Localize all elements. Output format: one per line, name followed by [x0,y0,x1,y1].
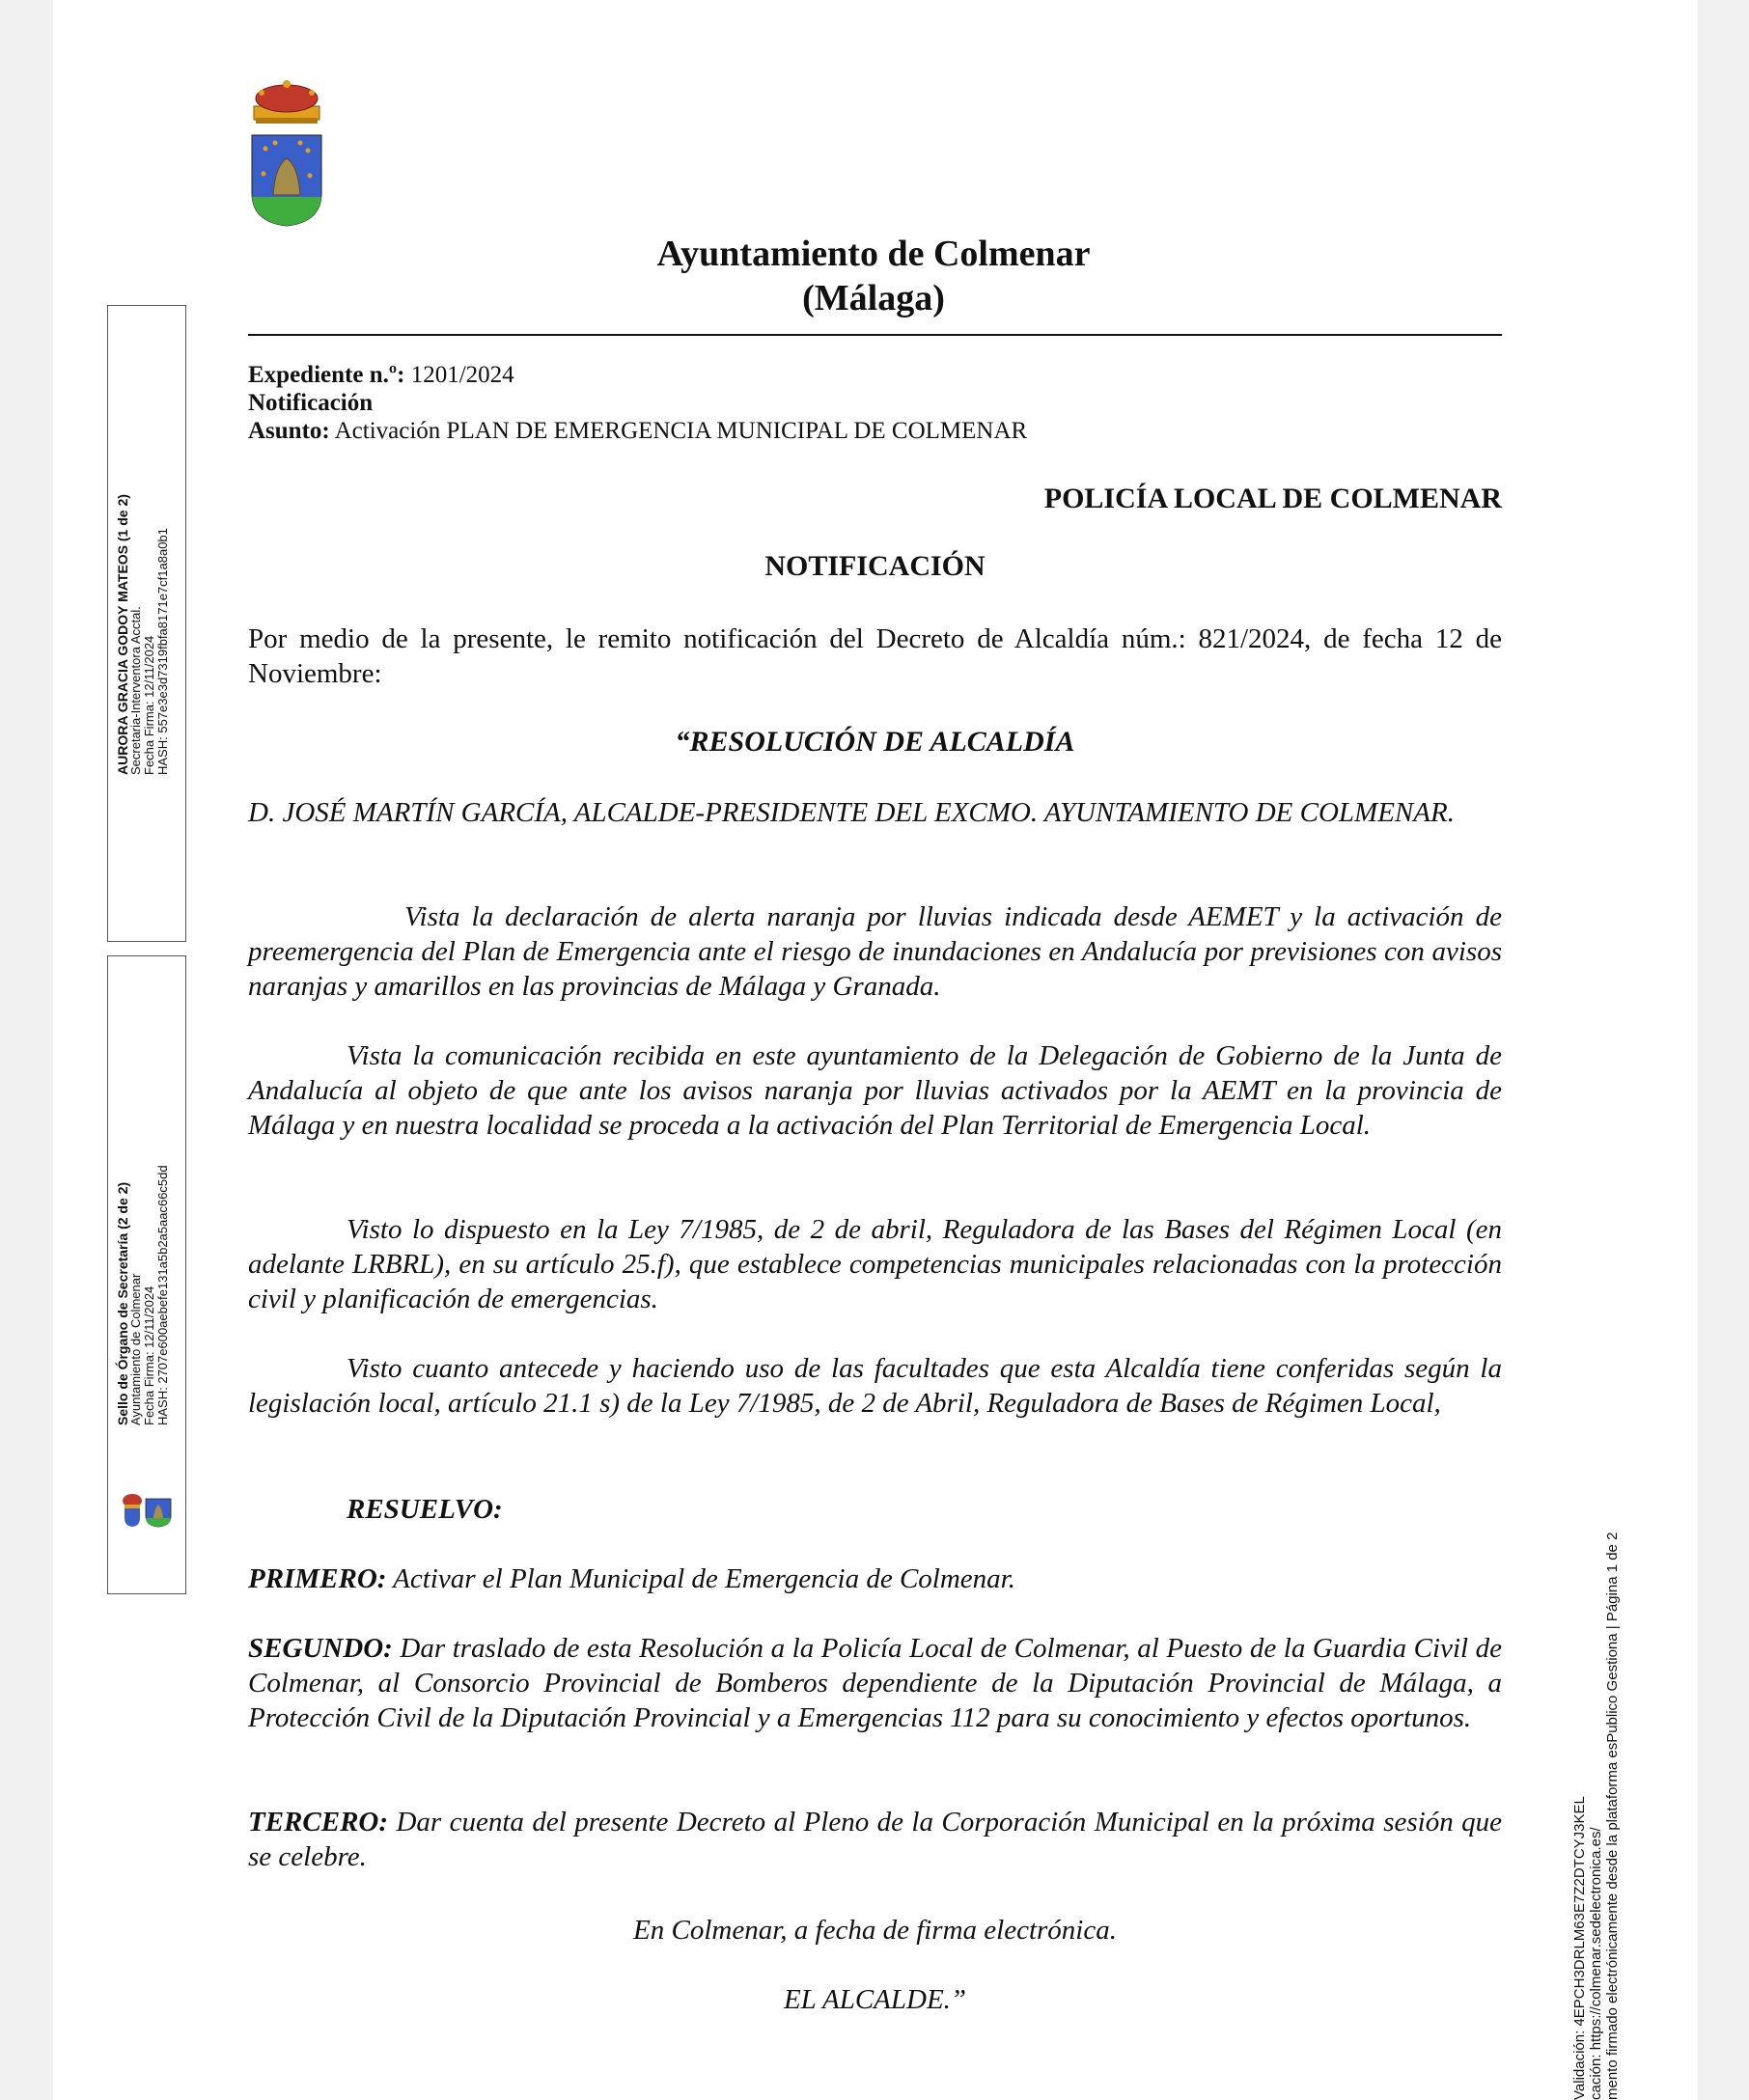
asunto-value: Activación PLAN DE EMERGENCIA MUNICIPAL DE COLMENAR [334,418,1028,444]
resolution-title: “RESOLUCIÓN DE ALCALDÍA [675,726,1075,758]
signature-1-text [116,494,170,775]
signature-2-text [116,1165,170,1425]
signature-line: EL ALCALDE.” [783,1984,967,2015]
signer-2-org: Ayuntamiento de Colmenar [128,1273,143,1425]
segundo-label: SEGUNDO: [248,1633,393,1664]
signer-2-name: Sello de Órgano de Secretaría (2 de 2) [115,1181,130,1425]
segundo-item [248,1631,1502,1735]
primero-item [248,1561,1502,1596]
signer-1-name: AURORA GRACIA GODOY MATEOS (1 de 2) [115,494,130,775]
validation-text [1571,1533,1621,2100]
paragraph-3: Visto lo dispuesto en la Ley 7/1985, de 2 de abril, Reguladora de las Bases del Régimen Local (en adelante LRBRL), en su artículo 25.f), que establece competencias municipales relacionadas con la protección civil y planificación de emergencias. [248,1214,1502,1314]
signer-2-hash: HASH: 2707e600aebefe131a5b2a5aac66c5dd [155,1165,170,1425]
validation-code: Validación: 4EPCH3DRLM63E7Z2DTCYJ3KEL [1571,1796,1588,2100]
mayor-line: D. JOSÉ MARTÍN GARCÍA, ALCALDE-PRESIDENTE DEL EXCMO. AYUNTAMIENTO DE COLMENAR. [248,797,1455,828]
municipal-crest-icon [246,79,327,232]
type-label: Notificación [248,390,374,416]
secretaria-seal-icon [119,1489,175,1528]
tercero-label: TERCERO: [248,1807,389,1838]
signer-2-date: Fecha Firma: 12/11/2024 [142,1285,156,1425]
document-title: NOTIFICACIÓN [764,550,986,582]
paragraph-2: Vista la comunicación recibida en este ayuntamiento de la Delegación de Gobierno de la Junta de Andalucía al objeto de que ante los avisos naranja por lluvias activados por la AEMT en la provincia de Málaga y en nuestra localidad se proceda a la activación del Plan Territorial de Emergencia Local. [248,1040,1502,1141]
tercero-item [248,1805,1502,1874]
tercero-text: Dar cuenta del presente Decreto al Pleno de la Corporación Municipal en la próxima sesión que se celebre. [248,1807,1503,1872]
intro-paragraph: Por medio de la presente, le remito notificación del Decreto de Alcaldía núm.: 821/2024, de fecha 12 de Noviembre: [248,623,1502,689]
primero-text: Activar el Plan Municipal de Emergencia de Colmenar. [393,1563,1015,1594]
paragraph-4: Visto cuanto antecede y haciendo uso de las facultades que esta Alcaldía tiene conferidas según la legislación local, artículo 21.1 s) de la Ley 7/1985, de 2 de Abril, Reguladora de Bases de Régimen Local, [248,1353,1502,1419]
expediente-line [248,361,514,389]
verification-url: cación: https://colmenar.sedelectronica.es/ [1588,1827,1604,2100]
recipient-heading: POLICÍA LOCAL DE COLMENAR [1043,483,1502,514]
province-title: (Málaga) [802,278,945,318]
resuelvo-label: RESUELVO: [347,1494,503,1525]
expediente-label: Expediente n.º: [248,362,405,388]
closing-line: En Colmenar, a fecha de firma electrónica. [633,1915,1117,1946]
primero-label: PRIMERO: [248,1563,387,1594]
municipality-title: Ayuntamiento de Colmenar [656,234,1091,274]
document-page [53,0,1698,2100]
paragraph-1: Vista la declaración de alerta naranja por lluvias indicada desde AEMET y la activación de preemergencia del Plan de Emergencia ante el riesgo de inundaciones en Andalucía por previsiones con avisos naranjas y amarillos en las provincias de Málaga y Granada. [248,901,1502,1002]
asunto-label: Asunto: [248,418,330,444]
platform-page-info: mento firmado electrónicamente desde la plataforma esPublico Gestiona | Página 1 de 2 [1604,1532,1621,2100]
signer-1-hash: HASH: 557e3e3d7319fbfa8171e7cf1a8a0b1 [155,528,170,775]
notification-type [248,389,373,417]
asunto-line [248,417,1027,445]
resuelvo-heading [248,1492,1502,1527]
segundo-text: Dar traslado de esta Resolución a la Policía Local de Colmenar, al Puesto de la Guardia Civil de Colmenar, al Consorcio Provincial de Bomberos dependiente de la Diputación Provincial de Málaga, a Protección Civil de la Diputación Provincial y a Emergencias 112 para su conocimiento y efectos oportunos. [248,1633,1502,1733]
header-divider [248,334,1502,336]
signer-1-date: Fecha Firma: 12/11/2024 [142,635,156,775]
expediente-value: 1201/2024 [410,362,514,388]
signer-1-role: Secretaria-Interventora Acctal. [128,606,143,775]
signature-box-1 [107,305,186,942]
